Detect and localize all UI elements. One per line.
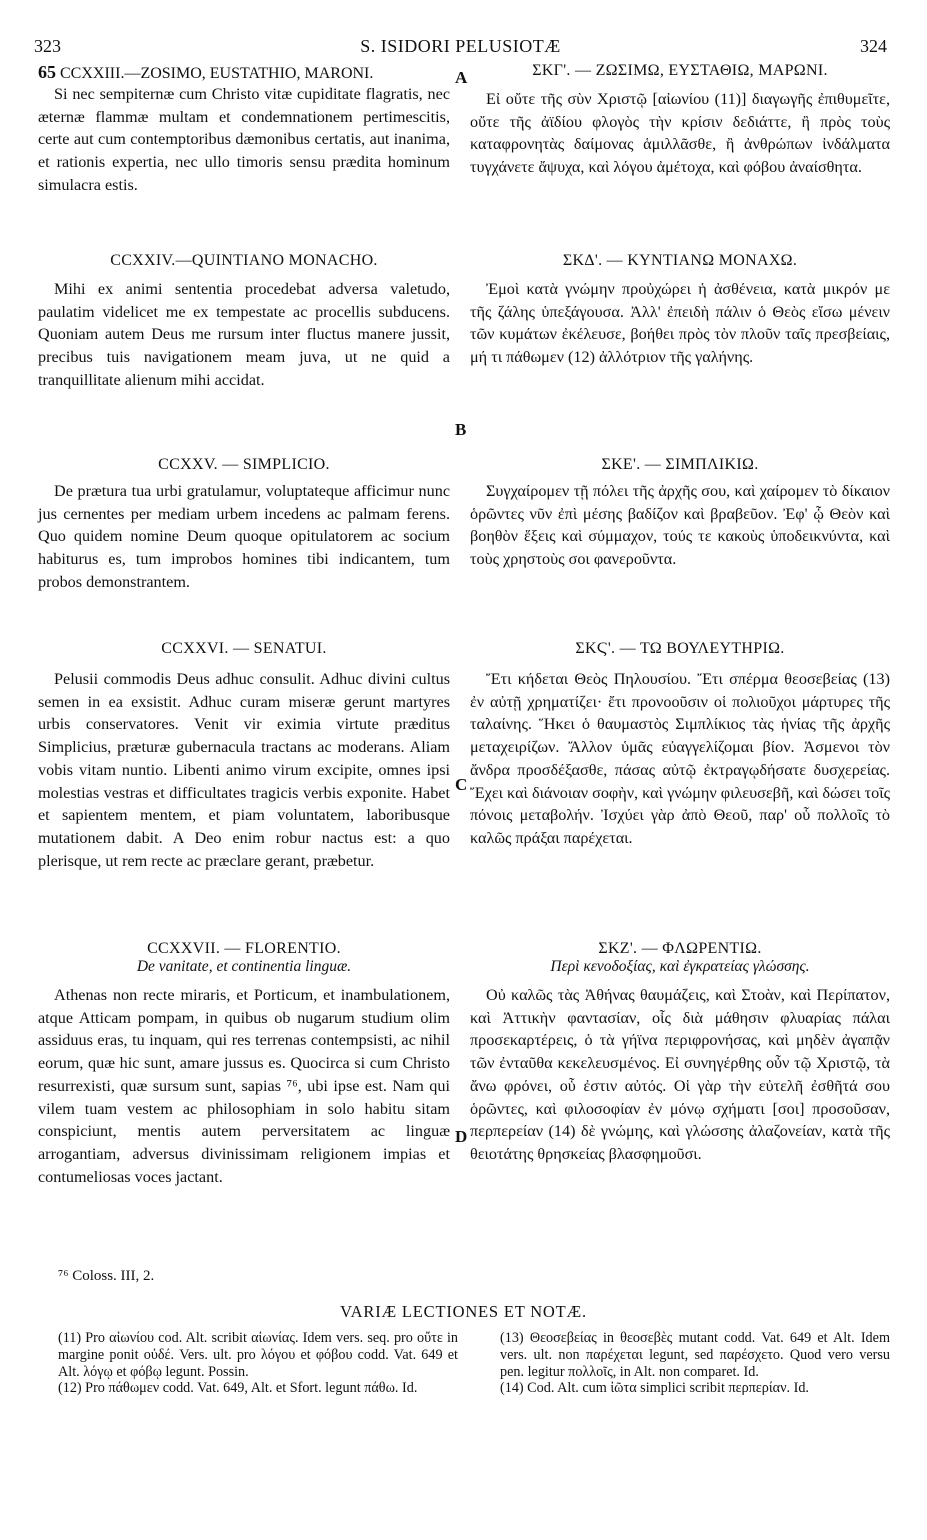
latin-letter-224 [38, 252, 450, 450]
latin-letter-227 [38, 940, 450, 1188]
latin-letter-text: Mihi ex animi sententia procedebat adversa valetudo, paulatim videlicet me ex tempestate ac procellis subducens. Quoniam autem Deus me rursum inter fluctus manere jussit, precibus tuis navigationem meam juva, ut ne quid a tranquillitate alienum mihi accidat. [38, 280, 450, 389]
notes-right [500, 1330, 890, 1397]
latin-letter-title: CCXXVI. — SENATUI. [161, 640, 327, 657]
latin-letter-225 [38, 456, 450, 634]
greek-letter-title: ΣΚΖ'. — ΦΛΩΡΕΝΤΙΩ. [598, 940, 762, 957]
variae-lectiones-title: VARIÆ LECTIONES ET NOTÆ. [340, 1302, 587, 1321]
running-title: S. ISIDORI PELUSIOTÆ [360, 36, 561, 56]
latin-letter-title: CCXXV. — SIMPLICIO. [158, 456, 330, 473]
note-13: (13) Θεοσεβείας in θεοσεβὲς mutant codd. Vat. 649 et Alt. Idem vers. ult. non παρέχεται legunt, sed παρέσχετο. Quod vero versu pen. legitur πολλοῖς, in Alt. non comparet. Id. [500, 1330, 890, 1380]
latin-letter-226 [38, 640, 450, 940]
greek-letter-225 [470, 456, 890, 634]
greek-letter-text: Ἐμοὶ κατὰ γνώμην προὐχώρει ἡ ἀσθένεια, κατὰ μικρόν με τῆς ζάλης ὑπεξάγουσα. Ἀλλ' ἐπειδὴ πάλιν ὁ Θεὸς εἴσω μένειν τῶν κυμάτων ἐκέλευσε, βοήθει πρὸς τὸν πλοῦν ταῖς πρεσβείαις, μή τι πάθωμεν (12) ἀλλότριον τῆς γαλήνης. [470, 280, 890, 367]
latin-letter-title: 65 CCXXIII.—ZOSIMO, EUSTATHIO, MARONI. [38, 62, 374, 82]
note-11: (11) Pro αἰωνίου cod. Alt. scribit αἰωνίας. Idem vers. seq. pro οὔτε in margine ponit οὐδέ. Vers. ult. pro λόγου et φόβου codd. Vat. 649 et Alt. λόγῳ et φόβῳ legunt. Possin. [58, 1330, 458, 1380]
latin-column [38, 62, 450, 1188]
greek-letter-226 [470, 640, 890, 940]
running-header [34, 36, 887, 58]
footnote: ⁷⁶ Coloss. III, 2. [58, 1268, 155, 1284]
latin-letter-text: Athenas non recte miraris, et Porticum, et inambulationem, atque Atticam pompam, in quibus ob nugarum studium olim assiduus eras, tu inquam, qui res terrenas contempsisti, ac nihil eorum, quæ hic sunt, amare jussus es. Quocirca si cum Christo resurrexisti, quæ sursum sunt, sapias ⁷⁶, ubi ipse est. Nam qui vilem tuam vestem ac philosophiam in solo habitu sitam conspiciunt, mentis autem perversitatem ac linguæ arrogantiam, adversus divinissimam religionem impias et contumeliosas voces jactant. [38, 986, 450, 1186]
greek-letter-224 [470, 252, 890, 450]
note-14: (14) Cod. Alt. cum ἰῶτα simplici scribit περπερίαν. Id. [500, 1380, 809, 1397]
greek-letter-text: Συγχαίρομεν τῇ πόλει τῆς ἀρχῆς σου, καὶ χαίρομεν τὸ δίκαιον ὁρῶντες νῦν ἐπὶ μέσης βαδίζον καὶ βραβεῦον. Ἐφ' ᾧ Θεὸν καὶ βοηθὸν ἕξεις καὶ σύμμαχον, τούς τε κακοὺς ὑποδεικνύντα, καὶ τοὺς χρηστοὺς σοι φανεροῦντα. [470, 482, 890, 569]
margin-letter-d: D [455, 1127, 468, 1146]
greek-letter-223 [470, 62, 890, 240]
greek-letter-title: ΣΚΓ'. — ΖΩΣΙΜΩ, ΕΥΣΤΑΘΙΩ, ΜΑΡΩΝΙ. [532, 62, 828, 79]
latin-letter-text: De prætura tua urbi gratulamur, voluptateque afficimur nunc jus cernentes per mediam urbem incedens ac palmam ferens. Quo quidem nomine Deum quoque opitulatorem ac socium habiturus es, tum improbos homines tibi indicantem, tum probos demonstrantem. [38, 482, 450, 591]
margin-letter-b: B [455, 420, 467, 439]
greek-letter-text: Οὐ καλῶς τὰς Ἀθήνας θαυμάζεις, καὶ Στοὰν, καὶ Περίπατον, καὶ Ἀττικὴν φαντασίαν, οἷς διὰ μάθησιν φλυαρίας πάλαι προσεκαρτέρεις, ὁ τὰ γήϊνα περιφρονήσας, καὶ μηδὲν ἀγαπᾷν τῶν ἐνταῦθα κεκελευσμένος. Εἰ συνηγέρθης οὖν τῷ Χριστῷ, τὰ ἄνω φρόνει, οὗ ἐστιν αὐτός. Οἱ γὰρ τὴν εὐτελῆ ἐσθῆτά σου ὁρῶντες, καὶ φιλοσοφίαν ἐν μόνῳ σχήματι [σοι] προσοῦσαν, περπερείαν (14) δὲ γνώμης, καὶ γλώσσης ἀλαζονείαν, κατὰ τῆς θειοτάτης θρησκείας βλασφημοῦσι. [470, 986, 890, 1163]
page-number-left: 323 [34, 36, 61, 56]
note-12: (12) Pro πάθωμεν codd. Vat. 649, Alt. et Sfort. legunt πάθω. Id. [58, 1380, 418, 1397]
greek-letter-title: ΣΚϚ'. — ΤΩ ΒΟΥΛΕΥΤΗΡΙΩ. [575, 640, 785, 657]
margin-letter-a: A [455, 68, 468, 87]
notes-left [58, 1330, 458, 1397]
latin-letter-223 [38, 62, 450, 240]
greek-letter-227 [470, 940, 890, 1166]
greek-letter-subtitle: Περὶ κενοδοξίας, καὶ ἐγκρατείας γλώσσης. [550, 958, 810, 975]
latin-letter-title: CCXXVII. — FLORENTIO. [147, 940, 341, 957]
column-number: 65 [38, 62, 56, 82]
margin-letter-c: C [455, 775, 468, 794]
greek-letter-title: ΣΚΕ'. — ΣΙΜΠΛΙΚΙΩ. [601, 456, 759, 473]
latin-letter-text: Pelusii commodis Deus adhuc consulit. Adhuc divini cultus semen in ea exsistit. Adhuc curam miseræ gerunt martyres urbis conservatores. Venit vir eximia virtute præditus Simplicius, præturæ gubernacula tractans ac moderans. Aliam vobis vitam nuntio. Libenti animo virum excipite, omnes ipsi molestias vestras et difficultates tragicis verbis exponite. Habet et sapientem mentem, et piam voluntatem, laboribusque mutationem dabit. A Deo enim robur nactus est: a quo plerisque, ut rem recte ac præclare gerant, præbetur. [38, 670, 450, 870]
greek-letter-text: Ἔτι κήδεται Θεὸς Πηλουσίου. Ἔτι σπέρμα θεοσεβείας (13) ἐν αὐτῇ χρηματίζει· ἔτι προνοοῦσιν οἱ πολιοῦχοι μάρτυρες τῆς ταλαίνης. Ἥκει ὁ θαυμαστὸς Σιμπλίκιος τὰς ἡνίας τῆς ἀρχῆς μεταχειρίζων. Ἄλλον ὑμᾶς εὐαγγελίζομαι βίον. Ἀσμενοι τὸν ἄνδρα προσδέξασθε, πάσας αὐτῷ ἐκτραγῳδήσατε δυσχερείας. Ἔχει καὶ διάνοιαν σοφὴν, καὶ γνώμην φιλευσεβῆ, καὶ δώσει τοῖς πόνοις μεταβολήν. Ἰσχύει γὰρ ἀπὸ Θεοῦ, παρ' οὗ πολλοῖς τὸ καλῶς πράξαι παρέχεται. [470, 670, 890, 847]
greek-column [470, 62, 890, 1166]
page-number-right: 324 [860, 36, 887, 56]
greek-letter-text: Εἰ οὔτε τῆς σὺν Χριστῷ [αἰωνίου (11)] διαγωγῆς ἐπιθυμεῖτε, οὔτε τῆς ἀϊδίου φλογὸς τὴν κρίσιν δεδιάττε, ἢ πρὸς τοὺς καταφρονητὰς δαίμονας ἁμιλλᾶσθε, ἢ ἀνθρώπων ἰνδάλματα τυγχάνετε ἄψυχα, καὶ λόγου ἀμέτοχα, καὶ φόβου ἀναίσθητα. [470, 90, 890, 177]
greek-letter-title: ΣΚΔ'. — ΚΥΝΤΙΑΝΩ ΜΟΝΑΧΩ. [562, 252, 798, 269]
latin-letter-title: CCXXIV.—QUINTIANO MONACHO. [110, 252, 378, 269]
latin-letter-subtitle: De vanitate, et continentia linguæ. [136, 958, 352, 975]
latin-letter-text: Si nec sempiternæ cum Christo vitæ cupiditate flagratis, nec æternæ flammæ multam et condemnationem pertimescitis, certe aut cum contemptoribus dæmonibus certatis, aut inanima, et rationis expertia, nec ullo timoris sensu prædita hominum simulacra estis. [38, 85, 450, 194]
